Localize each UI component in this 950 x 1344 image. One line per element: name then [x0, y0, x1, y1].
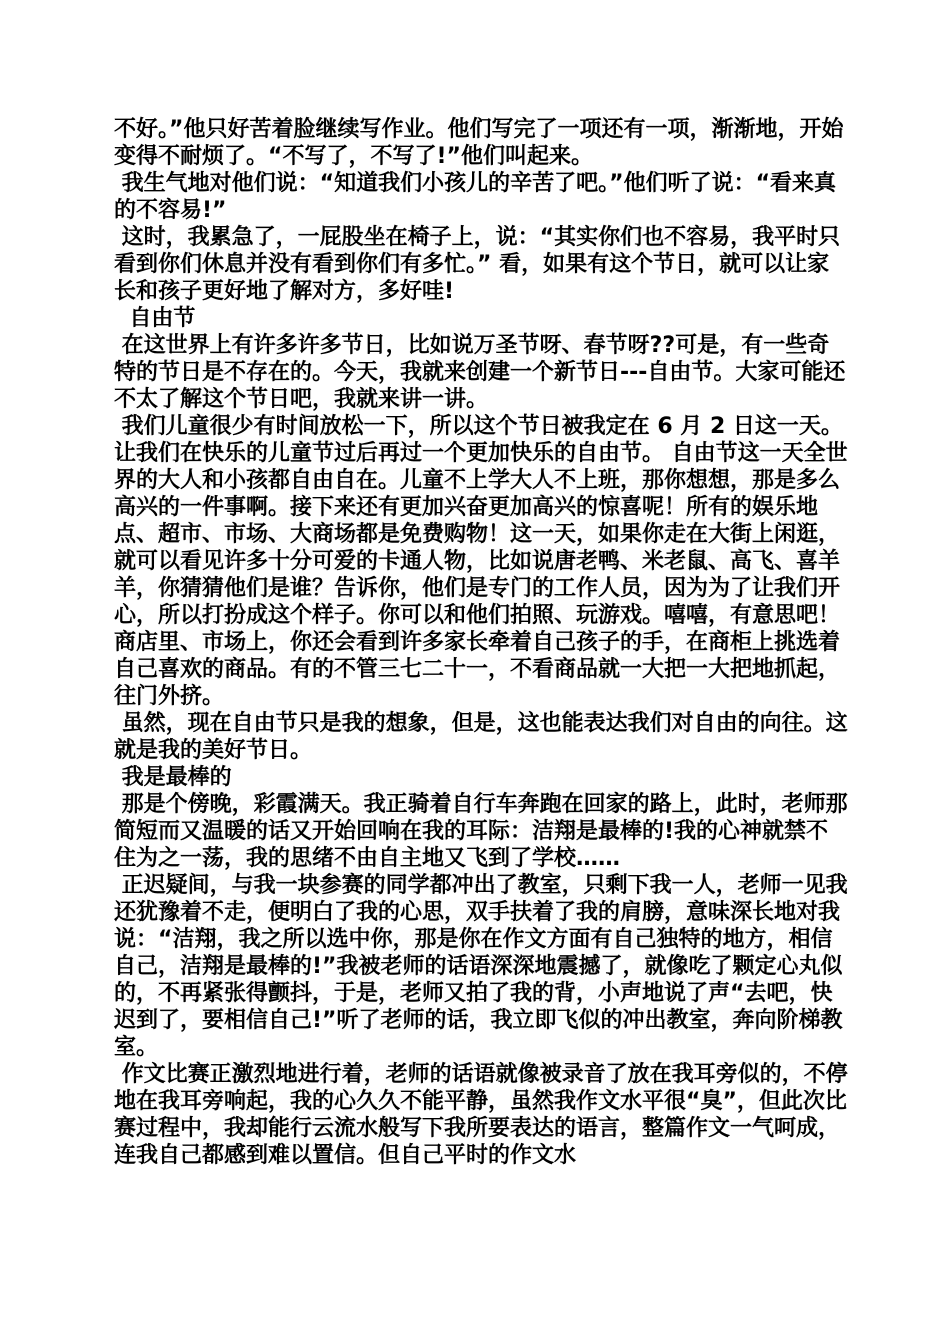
- paragraph: 作文比赛正激烈地进行着，老师的话语就像被录音了放在我耳旁似的，不停地在我耳旁响起，我的心久久不能平静，虽然我作文水平很“臭”，但此次比赛过程中，我却能行云流水般写下我所要表达的语言，整篇作文一气呵成，连我自己都感到难以置信。但自己平时的作文水: [114, 1062, 848, 1168]
- section-title-freedom-day: 自由节: [114, 306, 196, 331]
- document-page: [114, 116, 850, 1169]
- paragraph: 我生气地对他们说：“知道我们小孩儿的辛苦了吧。”他们听了说：“看来真的不容易!”: [114, 171, 837, 223]
- paragraph: 虽然，现在自由节只是我的想象，但是，这也能表达我们对自由的向往。这就是我的美好节日。: [114, 711, 848, 763]
- paragraph: 正迟疑间，与我一块参赛的同学都冲出了教室，只剩下我一人，老师一见我还犹豫着不走，便明白了我的心思，双手扶着了我的肩膀，意味深长地对我说：“洁翔，我之所以选中你，那是你在作文方面有自己独特的地方，相信自己，洁翔是最棒的!”我被老师的话语深深地震撼了，就像吃了颗定心丸似的，不再紧张得颤抖，于是，老师又拍了我的背，小声地说了声“去吧，快迟到了，要相信自己!”听了老师的话，我立即飞似的冲出教室，奔向阶梯教室。: [114, 873, 848, 1060]
- section-title-i-am-the-best: 我是最棒的: [114, 765, 232, 790]
- paragraph: 那是个傍晚，彩霞满天。我正骑着自行车奔跑在回家的路上，此时，老师那简短而又温暖的话又开始回响在我的耳际：洁翔是最棒的!我的心神就禁不住为之一荡，我的思绪不由自主地又飞到了学校……: [114, 792, 848, 871]
- paragraph: 在这世界上有许多许多节日，比如说万圣节呀、春节呀??可是，有一些奇特的节日是不存在的。今天，我就来创建一个新节日---自由节。大家可能还不太了解这个节日吧，我就来讲一讲。: [114, 333, 846, 412]
- paragraph: 不好。”他只好苦着脸继续写作业。他们写完了一项还有一项，渐渐地，开始变得不耐烦了。“不写了，不写了!”他们叫起来。: [114, 117, 844, 169]
- paragraph: 这时，我累急了，一屁股坐在椅子上，说：“其实你们也不容易，我平时只看到你们休息并没有看到你们有多忙。” 看，如果有这个节日，就可以让家长和孩子更好地了解对方，多好哇!: [114, 225, 841, 304]
- paragraph: 我们儿童很少有时间放松一下，所以这个节日被我定在 6 月 2 日这一天。让我们在快乐的儿童节过后再过一个更加快乐的自由节。 自由节这一天全世界的大人和小孩都自由自在。儿童不上学大人不上班，那你想想，那是多么高兴的一件事啊。接下来还有更加兴奋更加高兴的惊喜呢！所有的娱乐地点、超市、市场、大商场都是免费购物！这一天，如果你走在大街上闲逛，就可以看见许多十分可爱的卡通人物，比如说唐老鸭、米老鼠、高飞、喜羊羊，你猜猜他们是谁？告诉你，他们是专门的工作人员，因为为了让我们开心，所以打扮成这个样子。你可以和他们拍照、玩游戏。嘻嘻，有意思吧！商店里、市场上，你还会看到许多家长牵着自己孩子的手，在商柜上挑选着自己喜欢的商品。有的不管三七二十一，不看商品就一大把一大把地抓起，往门外挤。: [114, 414, 848, 709]
